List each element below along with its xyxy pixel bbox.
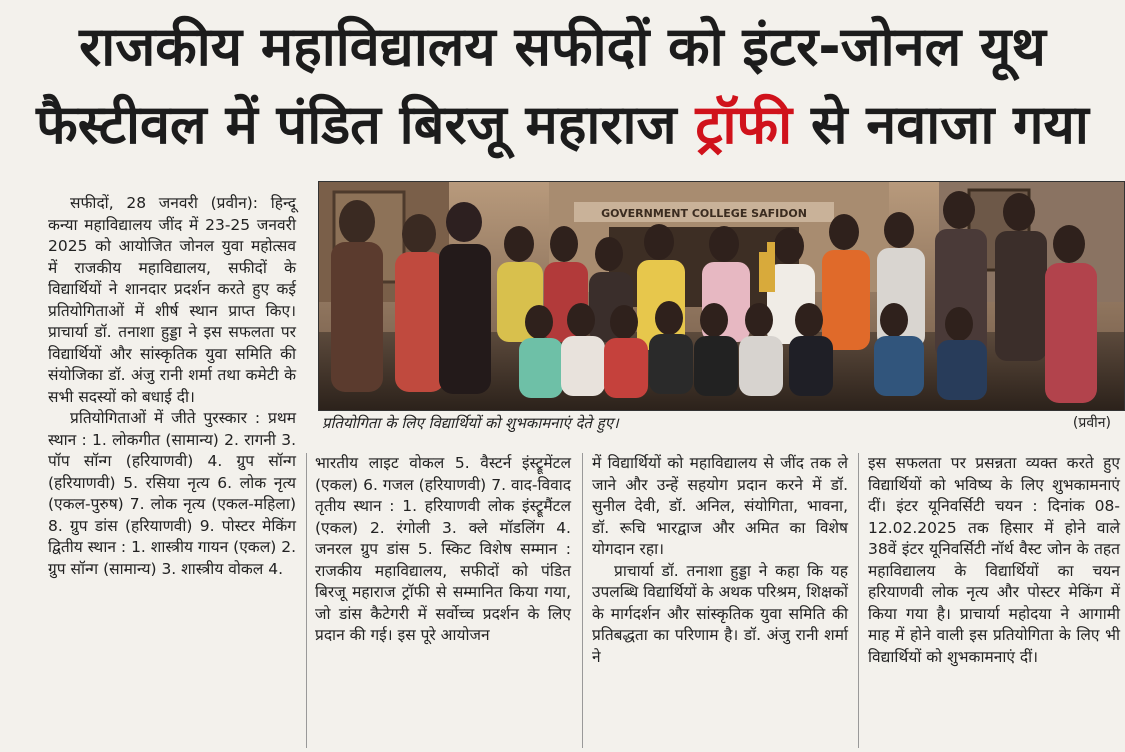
- headline-line-1: राजकीय महाविद्यालय सफीदों को इंटर-जोनल यूथ: [79, 15, 1046, 78]
- column-divider: [306, 453, 307, 748]
- inter-university-paragraph: इस सफलता पर प्रसन्नता व्यक्त करते हुए विद्यार्थियों को भविष्य के लिए शुभकामनाएं दीं। इंटर यूनिवर्सिटी चयन : दिनांक 08-12.02.2025 तक हिसार में होने वाले 38वें इंटर यूनिवर्सिटी नॉर्थ वैस्ट जोन के तहत महाविद्यालय के विद्यार्थियों का चयन हरियाणवी लोक नृत्य और पोस्टर मेकिंग में किया गया है। प्राचार्या महोदया ने आगामी माह में होने वाली इस प्रतियोगिता के लिए भी विद्यार्थियों को शुभकामनाएं दीं।: [868, 454, 1120, 666]
- photo-credit: (प्रवीन): [1072, 415, 1111, 431]
- article-column-2: [315, 453, 571, 647]
- article-column-3: [592, 453, 848, 668]
- group-photo: [318, 181, 1125, 411]
- article-column-1: [48, 193, 296, 580]
- article-column-4: [868, 453, 1120, 668]
- principal-quote-paragraph: प्राचार्या डॉ. तनाशा हुड्डा ने कहा कि यह उपलब्धि विद्यार्थियों के अथक परिश्रम, शिक्षकों के मार्गदर्शन और सांस्कृतिक युवा समिति की प्रतिबद्धता का परिणाम है। डॉ. अंजु रानी शर्मा ने: [592, 561, 848, 666]
- building-sign-text: GOVERNMENT COLLEGE SAFIDON: [601, 207, 807, 220]
- prizes-continued-paragraph: भारतीय लाइट वोकल 5. वैस्टर्न इंस्ट्रूमेंटल (एकल) 6. गजल (हरियाणवी) 7. वाद-विवाद तृतीय स्थान : 1. हरियाणवी लोक इंस्ट्रूमैंटल (एकल) 2. रंगोली 3. क्ले मॉडलिंग 4. जनरल ग्रुप डांस 5. स्किट विशेष सम्मान : राजकीय महाविद्यालय, सफीदों को पंडित बिरजू महाराज ट्रॉफी से सम्मानित किया गया, जो डांस कैटेगरी में सर्वोच्च प्रदर्शन के लिए प्रदान की गई। इस पूरे आयोजन: [315, 454, 571, 644]
- headline-line-2-end: से नवाजा गया: [792, 93, 1089, 156]
- photo-caption: प्रतियोगिता के लिए विद्यार्थियों को शुभकामनाएं देते हुए।: [322, 414, 619, 432]
- group-photo-illustration: [319, 182, 1124, 410]
- contributors-paragraph: में विद्यार्थियों को महाविद्यालय से जींद तक ले जाने और उन्हें सहयोग प्रदान करने में डॉ. सुनील देवी, डॉ. अनिल, संयोगिता, भावना, डॉ. रूचि भारद्वाज और अमित का विशेष योगदान रहा।: [592, 454, 848, 558]
- column-divider: [858, 453, 859, 748]
- headline-trophy-word: ट्रॉफी: [695, 93, 793, 156]
- headline-line-2-start: फैस्टीवल में पंडित बिरजू महाराज: [36, 93, 696, 156]
- article-dateline-paragraph: सफीदों, 28 जनवरी (प्रवीन): हिन्दू कन्या महाविद्यालय जींद में 23-25 जनवरी 2025 को आयोजित जोनल युवा महोत्सव में राजकीय महाविद्यालय, सफीदों के विद्यार्थियों ने शानदार प्रदर्शन करते हुए कई प्रतियोगिताओं में शीर्ष स्थान प्राप्त किए। प्राचार्या डॉ. तनाशा हुड्डा ने इस सफलता पर विद्यार्थियों और सांस्कृतिक युवा समिति की संयोजिका डॉ. अंजु रानी शर्मा तथा कमेटी के सभी सदस्यों को बधाई दी।: [48, 194, 296, 406]
- prizes-paragraph: प्रतियोगिताओं में जीते पुरस्कार : प्रथम स्थान : 1. लोकगीत (सामान्य) 2. रागनी 3. पॉप सॉन्ग (हरियाणवी) 4. ग्रुप सॉन्ग (हरियाणवी) 5. रसिया नृत्य 6. लोक नृत्य (एकल-पुरुष) 7. लोक नृत्य (एकल-महिला) 8. ग्रुप डांस (हरियाणवी) 9. पोस्टर मेकिंग द्वितीय स्थान : 1. शास्त्रीय गायन (एकल) 2. ग्रुप सॉन्ग (सामान्य) 3. शास्त्रीय वोकल 4.: [48, 409, 296, 578]
- headline-line-2: [0, 92, 1125, 158]
- column-divider: [582, 453, 583, 748]
